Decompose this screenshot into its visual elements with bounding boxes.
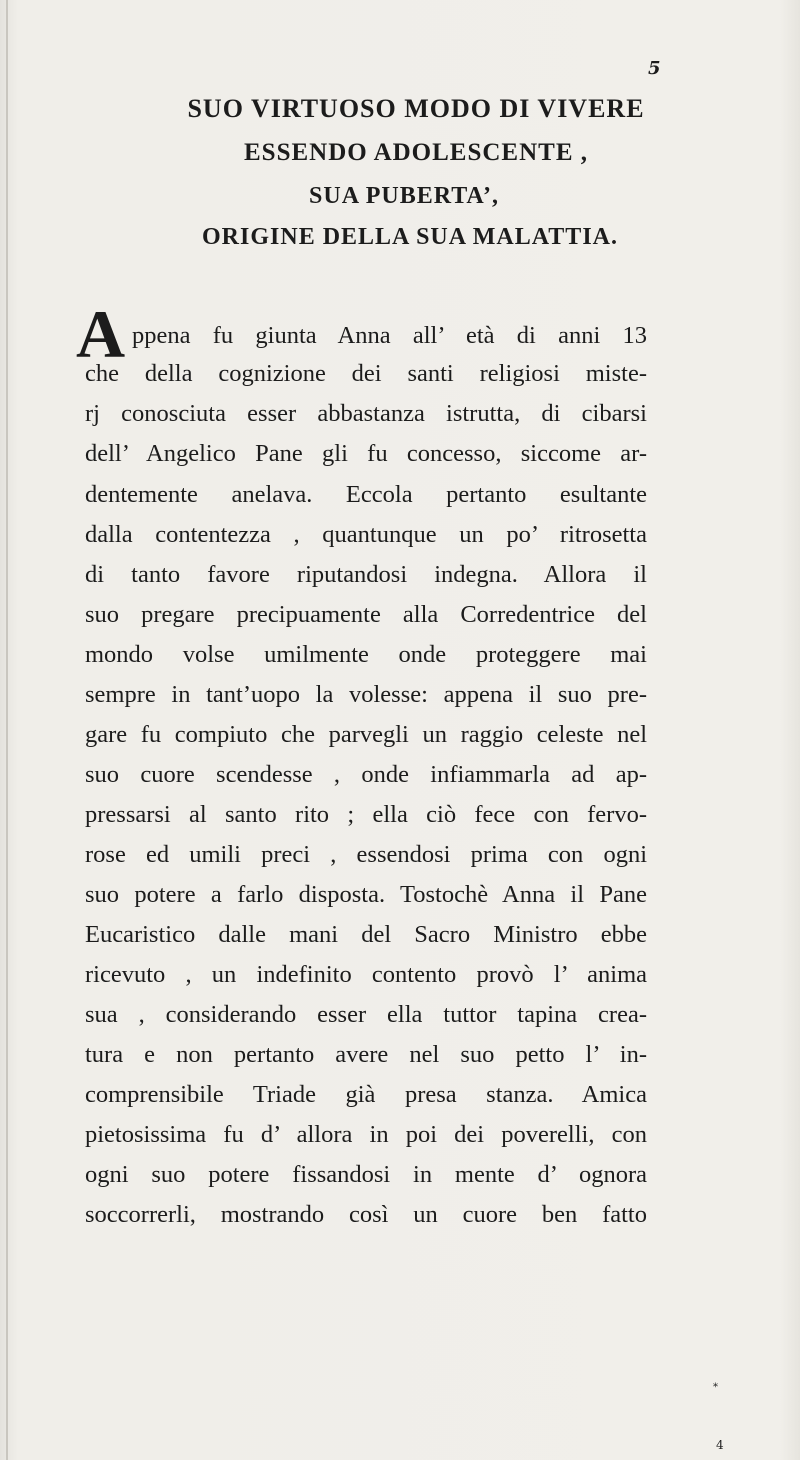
text-line: dalla contentezza , quantunque un po’ ritrosetta — [85, 521, 647, 548]
printer-mark: * — [713, 1382, 718, 1393]
text-line: mondo volse umilmente onde proteggere mai — [85, 641, 647, 668]
text-line: pressarsi al santo rito ; ella ciò fece con fervo- — [85, 801, 647, 828]
text-line: ppena fu giunta Anna all’ età di anni 13 — [132, 322, 647, 349]
text-line: che della cognizione dei santi religiosi miste- — [85, 360, 647, 387]
chapter-heading-line-2: ESSENDO ADOLESCENTE , — [243, 139, 589, 166]
text-line: Eucaristico dalle mani del Sacro Ministro ebbe — [85, 921, 647, 948]
text-line: di tanto favore riputandosi indegna. Allora il — [85, 561, 647, 588]
text-line: suo pregare precipuamente alla Corredentrice del — [85, 601, 647, 628]
text-line: gare fu compiuto che parvegli un raggio celeste nel — [85, 721, 647, 748]
page-edge — [6, 0, 8, 1460]
text-line: tura e non pertanto avere nel suo petto l’ in- — [85, 1041, 647, 1068]
text-line: rj conosciuta esser abbastanza istrutta, di cibarsi — [85, 400, 647, 427]
page-number: 5 — [648, 58, 661, 79]
corner-mark: 4 — [716, 1438, 724, 1452]
chapter-heading-line-3: SUA PUBERTA’, — [309, 183, 499, 209]
text-line: ogni suo potere fissandosi in mente d’ ognora — [85, 1161, 647, 1188]
drop-cap: A — [76, 296, 126, 372]
text-line: pietosissima fu d’ allora in poi dei poverelli, con — [85, 1121, 647, 1148]
text-line: dell’ Angelico Pane gli fu concesso, siccome ar- — [85, 440, 647, 467]
text-line: rose ed umili preci , essendosi prima con ogni — [85, 841, 647, 868]
text-line: ricevuto , un indefinito contento provò l’ anima — [85, 961, 647, 988]
text-line: sempre in tant’uopo la volesse: appena il suo pre- — [85, 681, 647, 708]
text-line: comprensibile Triade già presa stanza. Amica — [85, 1081, 647, 1108]
text-line: suo cuore scendesse , onde infiammarla ad ap- — [85, 761, 647, 788]
chapter-heading-line-4: ORIGINE DELLA SUA MALATTIA. — [202, 224, 618, 250]
text-line: soccorrerli, mostrando così un cuore ben fatto — [85, 1201, 647, 1228]
text-line: sua , considerando esser ella tuttor tapina crea- — [85, 1001, 647, 1028]
text-line: suo potere a farlo disposta. Tostochè Anna il Pane — [85, 881, 647, 908]
text-line: dentemente anelava. Eccola pertanto esultante — [85, 481, 647, 508]
chapter-heading-line-1: SUO VIRTUOSO MODO DI VIVERE — [187, 94, 645, 123]
